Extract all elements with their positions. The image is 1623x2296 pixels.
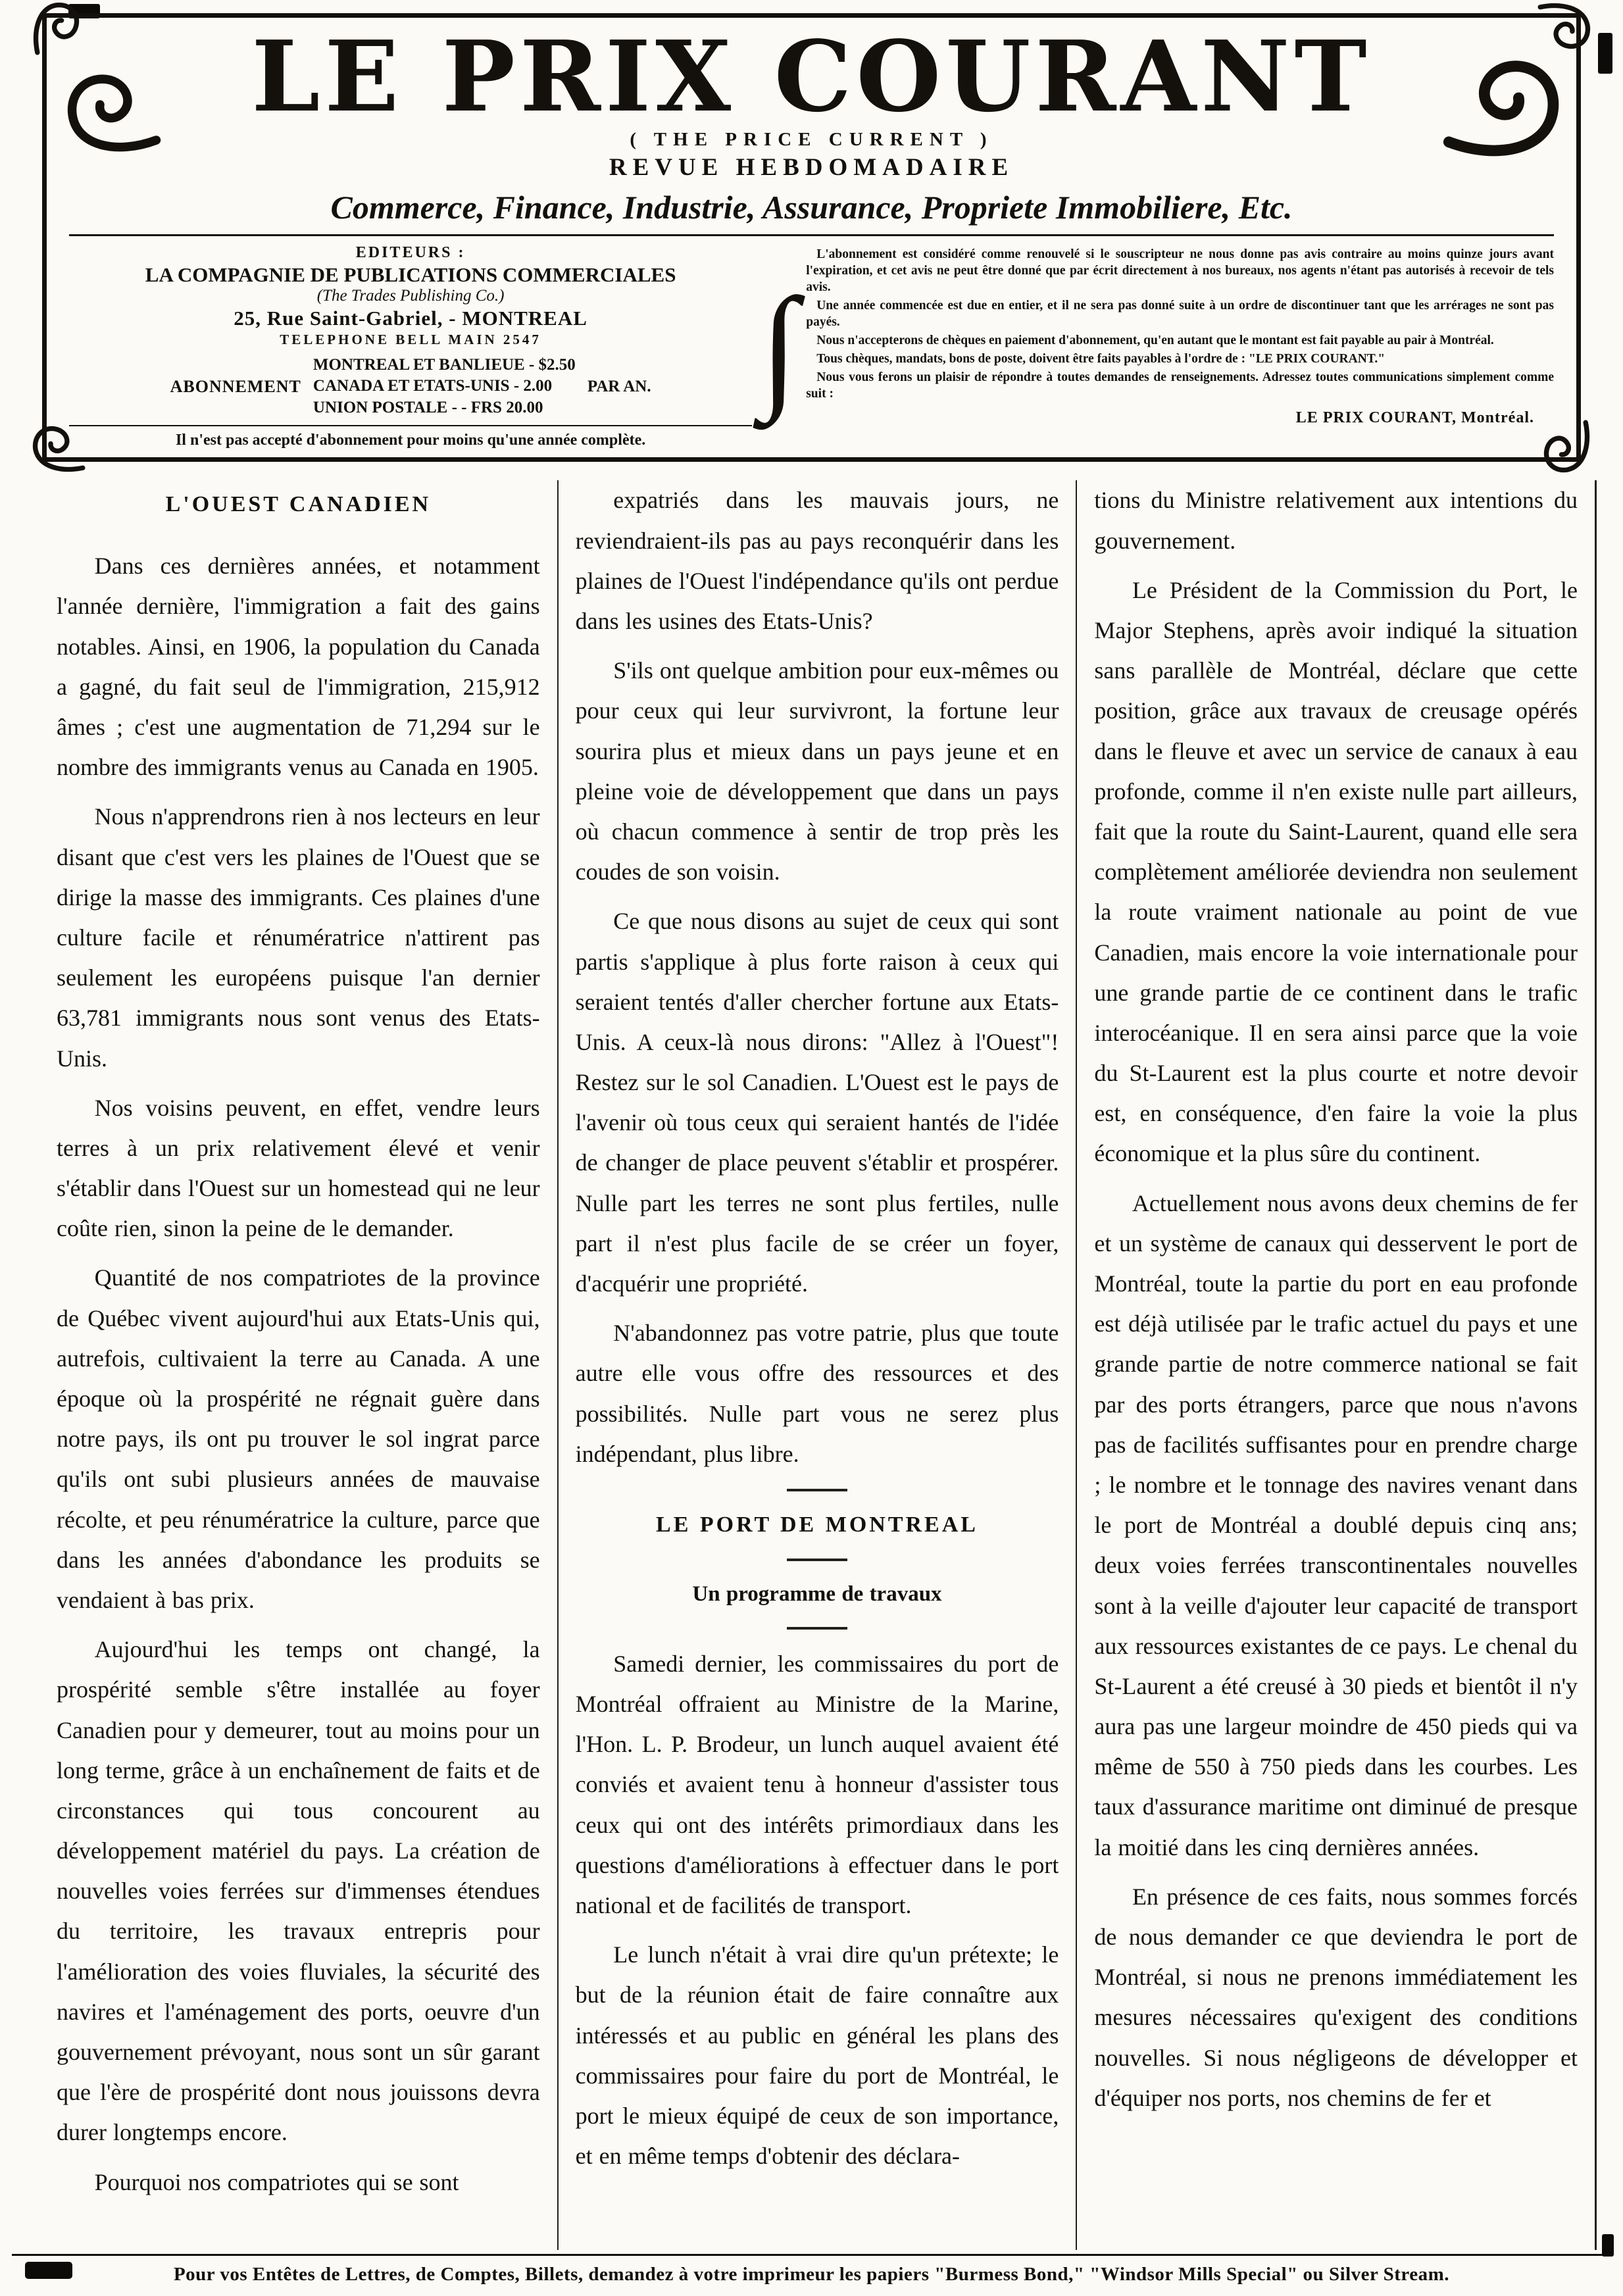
paragraph: Nous n'apprendrons rien à nos lecteurs en leur disant que c'est vers les plaines de l'Ouest que se dirige la masse des immigrants. Ces plaines d'une culture facile et rénumératrice n'attirent pas seulement les européens puisque l'an dernier 63,781 immigrants nous sont venus des Etats-Unis. bbox=[57, 803, 540, 1072]
scan-artifact bbox=[25, 2262, 72, 2279]
publisher-phone: TELEPHONE BELL MAIN 2547 bbox=[280, 331, 541, 347]
paragraph: expatriés dans les mauvais jours, ne reviendraient-ils pas au pays reconquérir dans les plaines de l'Ouest l'indépendance qu'ils ont perdue dans les usines des Etats-Unis? bbox=[575, 487, 1059, 635]
newspaper-subtitle: ( THE PRICE CURRENT ) bbox=[630, 128, 993, 150]
article-column-2 bbox=[557, 480, 1076, 2250]
subscription-block bbox=[69, 355, 752, 419]
paragraph: tions du Ministre relativement aux intentions du gouvernement. bbox=[1094, 487, 1578, 554]
subscription-note: Il n'est pas accepté d'abonnement pour moins qu'une année complète. bbox=[69, 425, 752, 449]
swirl-divider-icon: ∫ bbox=[760, 270, 798, 424]
scan-artifact bbox=[1602, 2234, 1614, 2257]
paragraph: Ce que nous disons au sujet de ceux qui sont partis s'applique à plus forte raison à ceux qui seraient tentés d'aller chercher fortune aux Etats-Unis. A ceux-là nous dirons: "Allez à l'Ouest"! Restez sur le sol Canadien. L'Ouest est le pays de l'avenir où tous ceux qui seraient hantés de l'idée de changer de place peuvent s'établir et prospérer. Nulle part les terres ne sont plus fertiles, nulle part il n'est plus facile de se créer un foyer, d'acquérir une propriété. bbox=[575, 908, 1059, 1297]
publisher-address: 25, Rue Saint-Gabriel, - MONTREAL bbox=[234, 306, 587, 330]
masthead bbox=[0, 0, 1623, 462]
paragraph: S'ils ont quelque ambition pour eux-mêmes ou pour ceux qui leur survivront, la fortune leur sourira plus et mieux dans un pays jeune et en pleine voie de développement que dans un pays où chacun commence à sentir de trop près les coudes de son voisin. bbox=[575, 657, 1059, 886]
paragraph: Le Président de la Commission du Port, le Major Stephens, après avoir indiqué la situation sans parallèle de Montréal, déclare que cette position, grâce aux travaux de creusage opérés dans le fleuve et avec un service de canaux à eau profonde, comme il n'en existe nulle part ailleurs, fait que la route du Saint-Laurent, quand elle sera complètement améliorée deviendra non seulement la route vraiment nationale au point de vue Canadien, mais encore la voie internationale pour une grande partie de ce continent dans le trafic interocéanique. Il en sera ainsi parce que la voie du St-Laurent est la plus courte et notre devoir est, en conséquence, d'en faire la voie la plus économique et la plus sûre du continent. bbox=[1094, 576, 1578, 1167]
paragraph: Actuellement nous avons deux chemins de fer et un système de canaux qui desservent le port de Montréal, toute la partie du port en eau profonde est déjà utilisée par le trafic actuel du pays et une grande partie de notre commerce national se fait par des ports étrangers, parce que nous n'avons pas de facilités suffisantes pour en prendre charge ; le nombre et le tonnage des navires venant dans le port de Montréal a doublé depuis cinq ans; deux voies ferrées transcontinentales nouvelles sont à la veille d'ajouter leur capacité de transport aux ressources existantes de ce pays. Le chenal du St-Laurent a été creusé à 30 pieds et bientôt il n'y aura pas une largeur moindre de 450 pieds qui va même de 550 à 750 pieds dans les courbes. Les taux d'assurance maritime ont diminué de presque la moitié dans les cinq dernières années. bbox=[1094, 1189, 1578, 1860]
subscription-term: PAR AN. bbox=[587, 377, 651, 395]
subscription-rate-row: CANADA ET ETATS-UNIS - 2.00 bbox=[312, 377, 553, 395]
subscription-rate-row: MONTREAL ET BANLIEUE - $2.50 bbox=[312, 355, 576, 374]
footer-rule bbox=[12, 2254, 1611, 2256]
subscription-rates bbox=[313, 355, 576, 419]
article-column-1 bbox=[39, 480, 557, 2250]
page-footer bbox=[0, 2250, 1623, 2296]
section-divider bbox=[787, 1489, 847, 1491]
section-divider bbox=[787, 1627, 847, 1630]
article-heading-ouest-canadien: L'OUEST CANADIEN bbox=[165, 492, 432, 517]
editors-label: EDITEURS : bbox=[355, 243, 466, 261]
terms-paragraph: Nous vous ferons un plaisir de répondre à toutes demandes de renseignements. Adressez toutes communications simplement comme suit : bbox=[806, 370, 1554, 401]
publisher-name: LA COMPAGNIE DE PUBLICATIONS COMMERCIALES bbox=[145, 262, 676, 286]
article-subheading-programme: Un programme de travaux bbox=[692, 1582, 942, 1606]
masthead-columns bbox=[69, 236, 1554, 450]
article-heading-port-de-montreal: LE PORT DE MONTREAL bbox=[656, 1512, 978, 1537]
terms-paragraph: Tous chèques, mandats, bons de poste, doivent être faits payables à l'ordre de : "LE PRIX COURANT." bbox=[816, 351, 1386, 366]
paragraph: Samedi dernier, les commissaires du port de Montréal offraient au Ministre de la Marine, l'Hon. L. P. Brodeur, un lunch auquel avaient été conviés et avaient tenu à honneur d'assister tous ceux qui ont des intérêts primordiaux dans les questions d'améliorations à effectuer dans le port national et de facilités de transport. bbox=[575, 1650, 1059, 1918]
paragraph: Aujourd'hui les temps ont changé, la prospérité semble s'être installée au foyer Canadien pour y demeurer, tout au moins pour un long terme, grâce à un enchaînement de faits et de circonstances qui tous concourent au développement matériel du pays. La création de nouvelles voies ferrées sur d'immenses étendues du territoire, les travaux entrepris pour l'amélioration des voies fluviales, la sécurité des navires et l'aménagement des ports, oeuvre d'un gouvernement prévoyant, nous sont un sûr garant que l'ère de prospérité dont nous jouissons devra durer longtemps encore. bbox=[57, 1636, 540, 2146]
section-divider bbox=[787, 1559, 847, 1561]
terms-paragraph: L'abonnement est considéré comme renouvelé si le souscripteur ne nous donne pas avis contraire au moins quinze jours avant l'expiration, et cet avis ne peut être donné que par écrit directement à nos bureaux, nos agents n'étant pas autorisés à recevoir de tels avis. bbox=[806, 247, 1554, 294]
article-columns bbox=[39, 480, 1597, 2250]
subscription-label: ABONNEMENT bbox=[170, 376, 301, 396]
newspaper-categories: Commerce, Finance, Industrie, Assurance, Propriete Immobiliere, Etc. bbox=[69, 188, 1554, 236]
paragraph: N'abandonnez pas votre patrie, plus que toute autre elle vous offre des ressources et des possibilités. Nulle part vous ne serez plus indépendant, plus libre. bbox=[575, 1320, 1059, 1467]
newspaper-title: LE PRIX COURANT bbox=[251, 19, 1372, 134]
terms-paragraph: Une année commencée est due en entier, et il ne sera pas donné suite à un ordre de discontinuer tant que les arrérages ne sont pas payés. bbox=[806, 298, 1554, 329]
paragraph: Le lunch n'était à vrai dire qu'un prétexte; le but de la réunion était de faire connaître aux intéressés et au public en général les plans des commissaires pour faire du port de Montréal, le port le mieux équipé de ceux de son importance, et en même temps d'obtenir des déclara- bbox=[575, 1941, 1059, 2170]
publisher-alt-name: (The Trades Publishing Co.) bbox=[316, 286, 505, 305]
terms-signature: LE PRIX COURANT, Montréal. bbox=[1295, 409, 1534, 426]
paragraph: Pourquoi nos compatriotes qui se sont bbox=[94, 2168, 459, 2195]
newspaper-tagline: REVUE HEBDOMADAIRE bbox=[609, 153, 1014, 181]
paragraph: En présence de ces faits, nous sommes forcés de nous demander ce que deviendra le port de Montréal, si nous ne prenons immédiatement les mesures nécessaires qu'exigent des conditions nouvelles. Si nous négligeons de développer et d'équiper nos ports, nos chemins de fer et bbox=[1094, 1883, 1578, 2111]
publisher-block bbox=[69, 244, 752, 450]
terms-paragraph: Nous n'accepterons de chèques en paiement d'abonnement, qu'en autant que le montant est fait payable au pair à Montréal. bbox=[816, 333, 1494, 347]
terms-block bbox=[806, 244, 1554, 450]
footer-note: Pour vos Entêtes de Lettres, de Comptes, Billets, demandez à votre imprimeur les papiers "Burmess Bond," "Windsor Mills Special" ou Silver Stream. bbox=[173, 2264, 1450, 2285]
paragraph: Dans ces dernières années, et notamment l'année dernière, l'immigration a fait des gains notables. Ainsi, en 1906, la population du Canada a gagné, du fait seul de l'immigration, 215,912 âmes ; c'est une augmentation de 71,294 sur le nombre des immigrants venus au Canada en 1905. bbox=[57, 553, 540, 781]
article-column-3 bbox=[1076, 480, 1595, 2250]
masthead-frame bbox=[42, 13, 1581, 462]
paragraph: Nos voisins peuvent, en effet, vendre leurs terres à un prix relativement élevé et venir s'établir dans l'Ouest sur un homestead qui ne leur coûte rien, sinon la peine de le demander. bbox=[57, 1094, 540, 1242]
subscription-rate-row: UNION POSTALE - - FRS 20.00 bbox=[312, 398, 543, 416]
paragraph: Quantité de nos compatriotes de la province de Québec vivent aujourd'hui aux Etats-Unis qui, autrefois, cultivaient la terre au Canada. A une époque où la prospérité ne régnait guère dans notre pays, ils ont pu trouver le sol ingrat parce qu'ils ont subi plusieurs années de mauvaise récolte, et peu rénumératrice la culture, parce que dans les années d'abondance les produits se vendaient à bas prix. bbox=[57, 1264, 540, 1613]
scan-artifact bbox=[1598, 33, 1612, 74]
